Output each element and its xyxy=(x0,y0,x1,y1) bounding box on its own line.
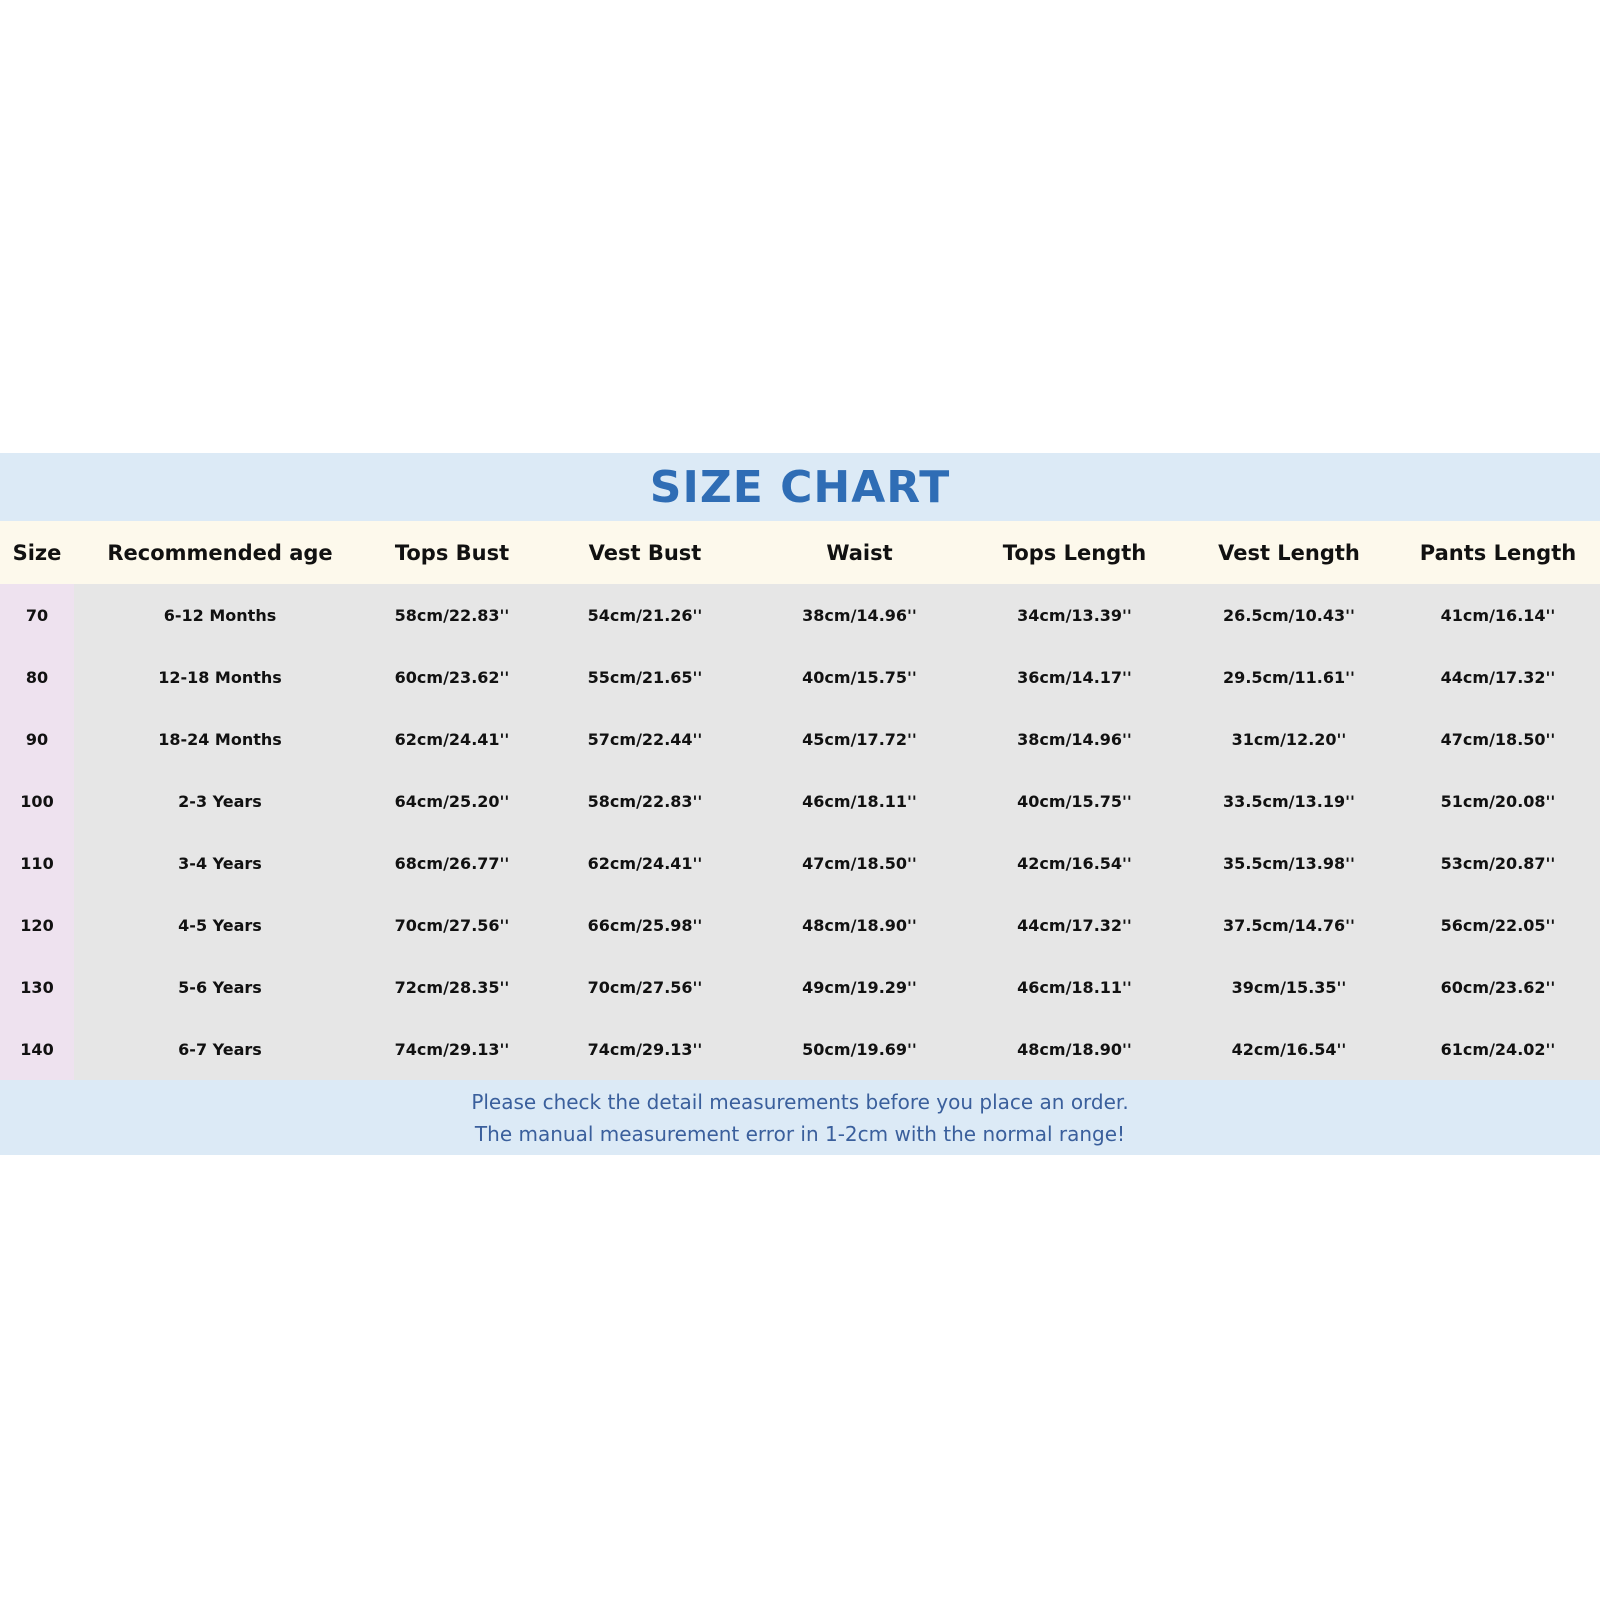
vest-length-cell: 26.5cm/10.43'' xyxy=(1223,605,1355,625)
tops-length-cell: 34cm/13.39'' xyxy=(1017,605,1132,625)
pants-length-cell: 44cm/17.32'' xyxy=(1440,667,1556,687)
vest-length-cell: 39cm/15.35'' xyxy=(1231,977,1347,997)
header-tops-bust: Tops Bust xyxy=(394,540,510,565)
vest-length-cell: 35.5cm/13.98'' xyxy=(1223,853,1355,873)
size-cell: 140 xyxy=(0,1018,74,1080)
pants-length-cell: 47cm/18.50'' xyxy=(1440,729,1556,749)
header-vest-length: Vest Length xyxy=(1218,540,1360,565)
tops-bust-cell: 60cm/23.62'' xyxy=(394,667,510,687)
waist-cell: 49cm/19.29'' xyxy=(802,977,917,997)
age-cell: 5-6 Years xyxy=(178,977,262,997)
vest-bust-cell: 66cm/25.98'' xyxy=(587,915,703,935)
tops-bust-cell: 74cm/29.13'' xyxy=(394,1039,510,1059)
header-row xyxy=(0,521,1600,584)
table-row xyxy=(0,956,1600,1018)
pants-length-cell: 61cm/24.02'' xyxy=(1440,1039,1556,1059)
header-waist: Waist xyxy=(826,540,893,565)
vest-bust-cell: 74cm/29.13'' xyxy=(587,1039,703,1059)
vest-length-cell: 29.5cm/11.61'' xyxy=(1223,667,1355,687)
age-cell: 6-7 Years xyxy=(178,1039,262,1059)
size-cell: 110 xyxy=(0,832,74,894)
vest-bust-cell: 54cm/21.26'' xyxy=(587,605,703,625)
tops-length-cell: 40cm/15.75'' xyxy=(1017,791,1132,811)
waist-cell: 50cm/19.69'' xyxy=(802,1039,917,1059)
size-cell: 100 xyxy=(0,770,74,832)
age-cell: 12-18 Months xyxy=(158,667,282,687)
note-line-1: Please check the detail measurements before you place an order. xyxy=(471,1089,1129,1114)
tops-length-cell: 46cm/18.11'' xyxy=(1017,977,1132,997)
vest-bust-cell: 58cm/22.83'' xyxy=(587,791,703,811)
tops-length-cell: 44cm/17.32'' xyxy=(1017,915,1132,935)
vest-length-cell: 42cm/16.54'' xyxy=(1231,1039,1347,1059)
size-cell: 70 xyxy=(0,584,74,646)
tops-bust-cell: 62cm/24.41'' xyxy=(394,729,510,749)
table-row xyxy=(0,646,1600,708)
header-tops-length: Tops Length xyxy=(1002,540,1147,565)
table-row xyxy=(0,770,1600,832)
age-cell: 3-4 Years xyxy=(178,853,262,873)
tops-length-cell: 38cm/14.96'' xyxy=(1017,729,1132,749)
table-row xyxy=(0,1018,1600,1080)
vest-bust-cell: 70cm/27.56'' xyxy=(587,977,703,997)
size-cell: 120 xyxy=(0,894,74,956)
tops-length-cell: 42cm/16.54'' xyxy=(1017,853,1132,873)
tops-bust-cell: 70cm/27.56'' xyxy=(394,915,510,935)
title-band xyxy=(0,453,1600,521)
header-vest-bust: Vest Bust xyxy=(588,540,702,565)
vest-bust-cell: 55cm/21.65'' xyxy=(587,667,703,687)
pants-length-cell: 60cm/23.62'' xyxy=(1440,977,1556,997)
age-cell: 18-24 Months xyxy=(158,729,282,749)
vest-length-cell: 31cm/12.20'' xyxy=(1231,729,1347,749)
age-cell: 2-3 Years xyxy=(178,791,262,811)
size-cell: 90 xyxy=(0,708,74,770)
tops-bust-cell: 58cm/22.83'' xyxy=(394,605,510,625)
note-band xyxy=(0,1080,1600,1155)
waist-cell: 38cm/14.96'' xyxy=(802,605,917,625)
waist-cell: 40cm/15.75'' xyxy=(802,667,917,687)
age-cell: 6-12 Months xyxy=(163,605,277,625)
waist-cell: 45cm/17.72'' xyxy=(802,729,917,749)
vest-bust-cell: 57cm/22.44'' xyxy=(587,729,703,749)
waist-cell: 47cm/18.50'' xyxy=(802,853,917,873)
waist-cell: 48cm/18.90'' xyxy=(802,915,917,935)
waist-cell: 46cm/18.11'' xyxy=(802,791,917,811)
table-row xyxy=(0,708,1600,770)
size-chart xyxy=(0,453,1600,1155)
pants-length-cell: 53cm/20.87'' xyxy=(1440,853,1556,873)
table-row xyxy=(0,832,1600,894)
tops-bust-cell: 72cm/28.35'' xyxy=(394,977,510,997)
vest-length-cell: 37.5cm/14.76'' xyxy=(1223,915,1355,935)
header-size: Size xyxy=(12,540,62,565)
size-cell: 80 xyxy=(0,646,74,708)
pants-length-cell: 51cm/20.08'' xyxy=(1440,791,1556,811)
age-cell: 4-5 Years xyxy=(178,915,262,935)
size-cell: 130 xyxy=(0,956,74,1018)
chart-title: SIZE CHART xyxy=(649,461,951,513)
size-table xyxy=(0,521,1600,1080)
note-line-2: The manual measurement error in 1-2cm with the normal range! xyxy=(474,1121,1126,1146)
tops-bust-cell: 68cm/26.77'' xyxy=(394,853,510,873)
table-row xyxy=(0,584,1600,646)
header-pants-length: Pants Length xyxy=(1419,540,1577,565)
tops-length-cell: 36cm/14.17'' xyxy=(1017,667,1132,687)
table-row xyxy=(0,894,1600,956)
vest-bust-cell: 62cm/24.41'' xyxy=(587,853,703,873)
vest-length-cell: 33.5cm/13.19'' xyxy=(1223,791,1355,811)
header-recommended-age: Recommended age xyxy=(107,540,333,565)
pants-length-cell: 41cm/16.14'' xyxy=(1440,605,1556,625)
tops-bust-cell: 64cm/25.20'' xyxy=(394,791,510,811)
tops-length-cell: 48cm/18.90'' xyxy=(1017,1039,1132,1059)
pants-length-cell: 56cm/22.05'' xyxy=(1440,915,1556,935)
